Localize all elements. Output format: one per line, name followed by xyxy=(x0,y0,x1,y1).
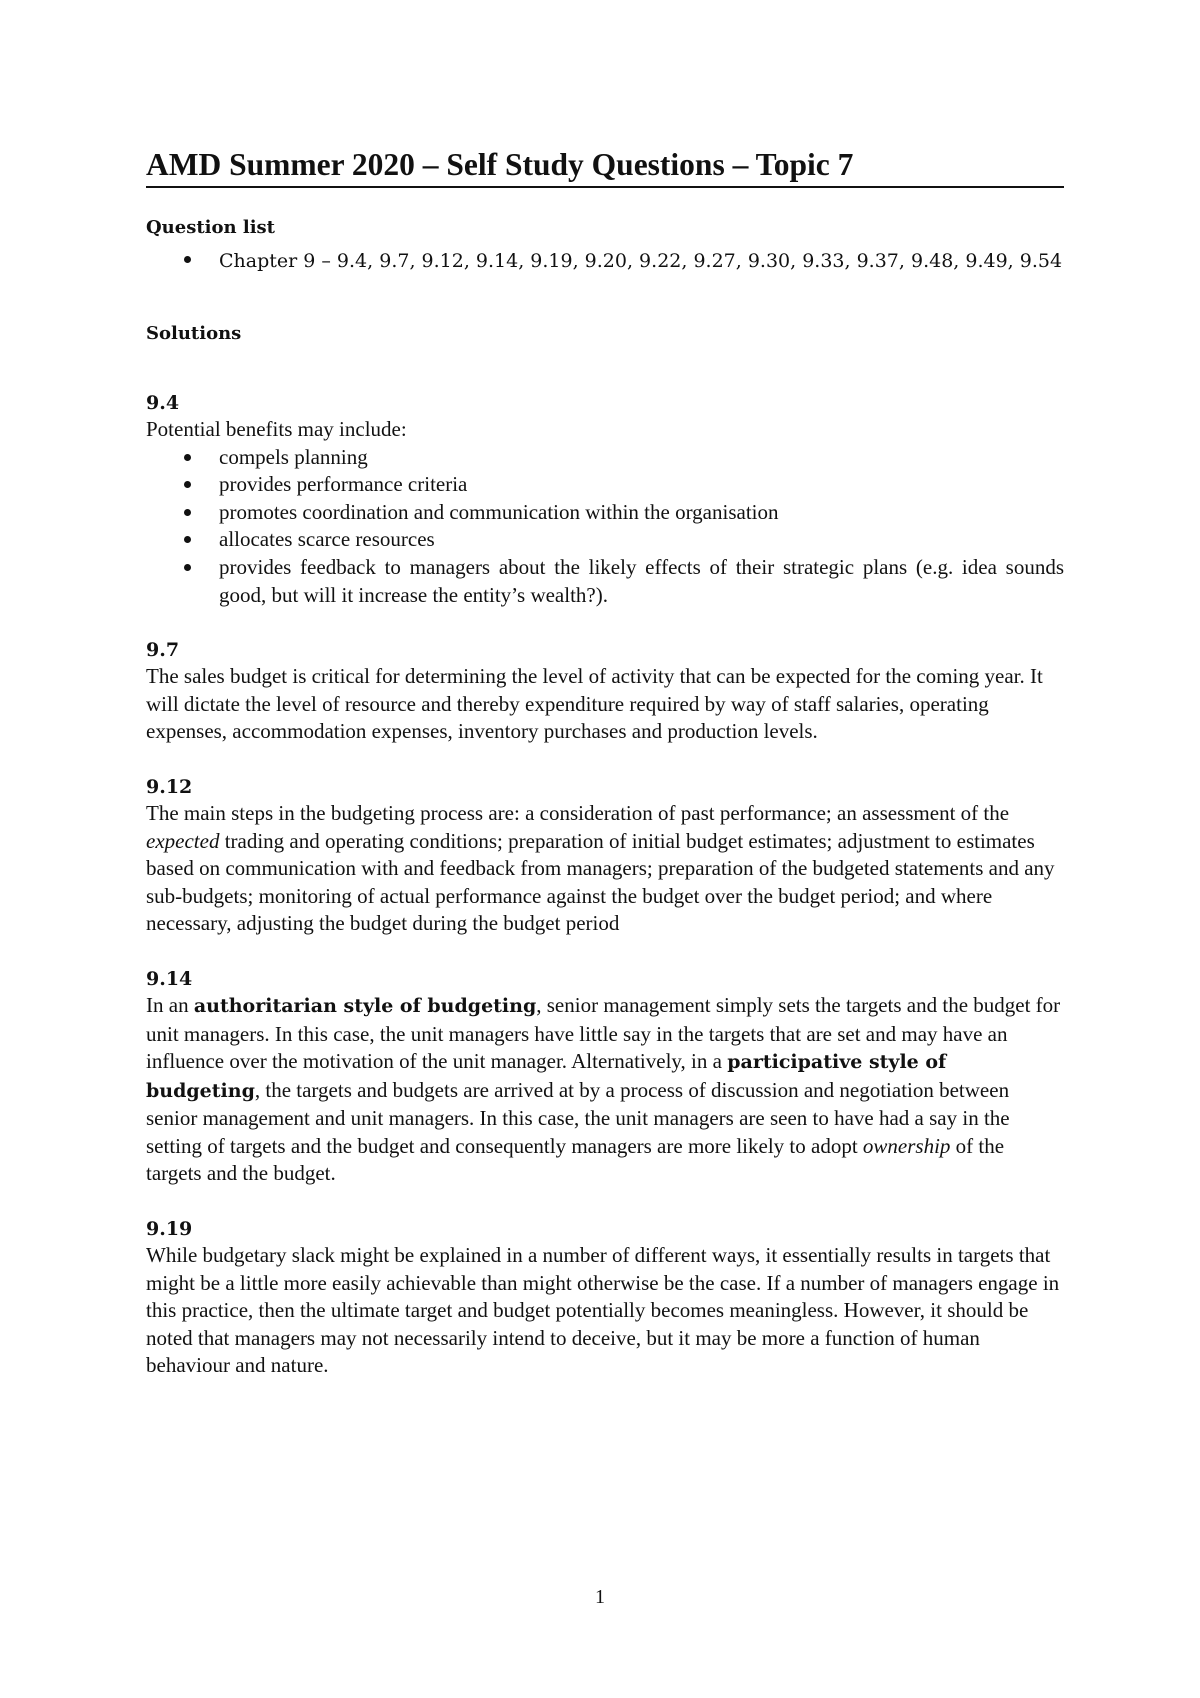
bullet-icon xyxy=(184,564,191,571)
bullet-icon xyxy=(184,536,191,543)
solution-number-9-4: 9.4 xyxy=(146,392,180,414)
question-list-item-text: Chapter 9 – 9.4, 9.7, 9.12, 9.14, 9.19, 9.20, 9.22, 9.27, 9.30, 9.33, 9.37, 9.48, 9.49, 9.54 xyxy=(219,250,1063,272)
emphasis-text: ownership xyxy=(862,1133,951,1158)
key-term: authoritarian style of budgeting xyxy=(193,994,537,1017)
text-span: , senior management simply sets the targets and the budget for unit managers. In this case, the unit managers have little say in the targets that are set and may have an influence over the motivation of the unit manager. Alternatively, in a xyxy=(146,992,1061,1074)
solution-9-19-text: While budgetary slack might be explained in a number of different ways, it essentially results in targets that might be a little more easily achievable than might otherwise be the case. If a number of managers engage in this practice, then the ultimate target and budget potentially becomes meaningless. However, it should be noted that managers may not necessarily intend to deceive, but it may be more a function of human behaviour and nature. xyxy=(146,1243,1060,1378)
list-item-text: promotes coordination and communication within the organisation xyxy=(219,499,779,524)
page-content xyxy=(146,146,1064,1380)
solution-number-9-14: 9.14 xyxy=(146,967,193,990)
question-list xyxy=(146,246,1064,276)
question-list-item xyxy=(146,246,1064,276)
solution-9-12-text xyxy=(146,800,1064,938)
list-item xyxy=(146,471,1064,499)
solution-number-9-19: 9.19 xyxy=(146,1218,193,1241)
list-item xyxy=(146,499,1064,527)
key-term: participative style of budgeting xyxy=(146,1051,947,1102)
bullet-icon xyxy=(184,509,191,516)
solutions-heading: Solutions xyxy=(146,323,242,344)
text-span: The main steps in the budgeting process are: a consideration of past performance; an assessment of the xyxy=(146,800,1010,825)
document-title: AMD Summer 2020 – Self Study Questions – Topic 7 xyxy=(146,146,1064,188)
list-item xyxy=(146,444,1064,472)
bullet-icon xyxy=(184,481,191,488)
list-item-text: provides feedback to managers about the likely effects of their strategic plans (e.g. idea sounds good, but will it increase the entity’s wealth?). xyxy=(219,554,1064,607)
solution-number-9-12: 9.12 xyxy=(146,775,193,798)
list-item xyxy=(146,554,1064,609)
bullet-icon xyxy=(184,454,191,461)
text-span: , the targets and budgets are arrived at by a process of discussion and negotiation between senior management and unit managers. In this case, the unit managers are seen to have had a say in the setting of targets and the budget and consequently managers are more likely to adopt xyxy=(146,1077,1010,1158)
solution-number-9-7: 9.7 xyxy=(146,639,180,662)
solution-9-14-text xyxy=(146,992,1064,1188)
list-item-text: provides performance criteria xyxy=(219,472,468,497)
list-item-text: allocates scarce resources xyxy=(219,527,435,552)
text-span: of the targets and the budget. xyxy=(146,1133,1005,1186)
solution-9-4-intro: Potential benefits may include: xyxy=(146,417,407,441)
bullet-icon xyxy=(184,256,191,263)
text-span: In an xyxy=(146,992,194,1017)
benefits-list xyxy=(146,444,1064,610)
page-number: 1 xyxy=(595,1586,605,1608)
list-item xyxy=(146,526,1064,554)
question-list-heading: Question list xyxy=(146,217,275,238)
solution-9-7-text: The sales budget is critical for determining the level of activity that can be expected for the coming year. It will dictate the level of resource and thereby expenditure required by way of staff salaries, operating expenses, accommodation expenses, inventory purchases and production levels. xyxy=(146,664,1043,744)
text-span: trading and operating conditions; preparation of initial budget estimates; adjustment to estimates based on communication with and feedback from managers; preparation of the budgeted statements and any sub-budgets; monitoring of actual performance against the budget over the budget period; and where necessary, adjusting the budget during the budget period xyxy=(146,828,1055,936)
emphasis-text: expected xyxy=(146,828,220,853)
list-item-text: compels planning xyxy=(219,444,368,469)
